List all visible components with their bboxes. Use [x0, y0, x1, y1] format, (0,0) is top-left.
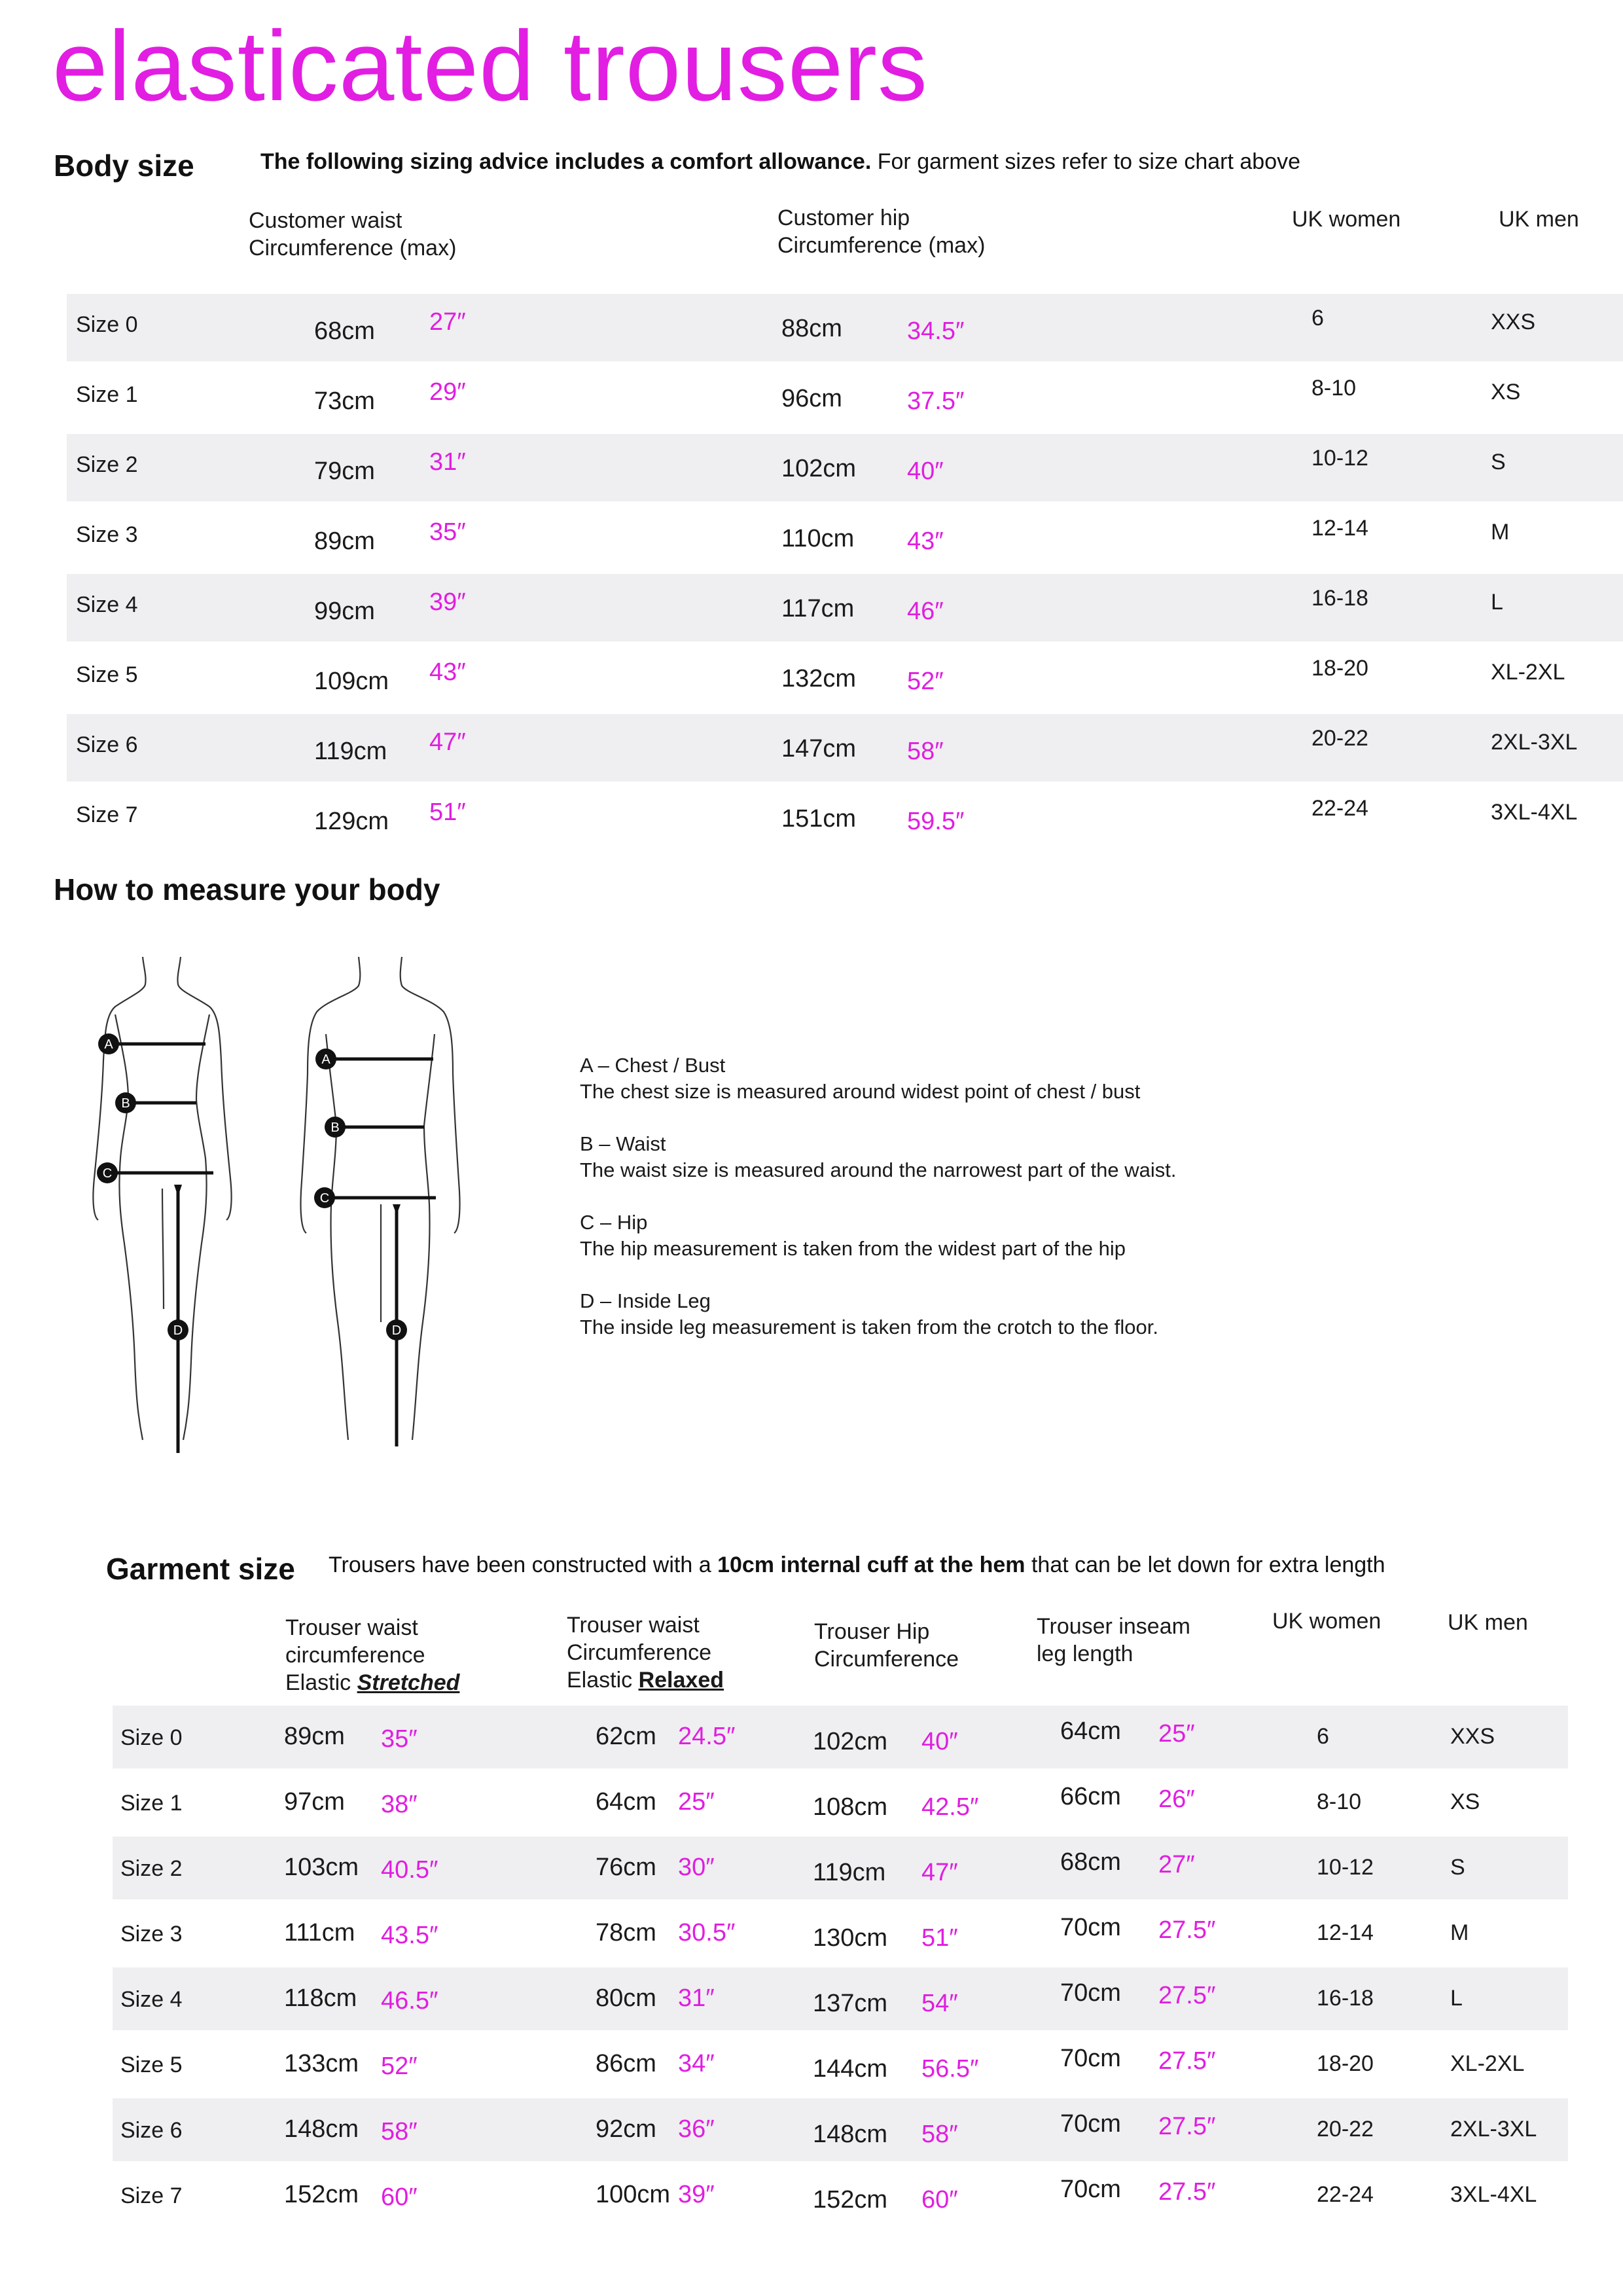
body-row-uk-men: 3XL-4XL: [1491, 800, 1578, 825]
col-waist-stretched-l2: circumference: [285, 1643, 425, 1668]
garment-row-hip-in: 40″: [921, 1728, 958, 1755]
col-waist-relaxed: [567, 1611, 724, 1694]
col-waist-relaxed-l3b: Relaxed: [638, 1668, 724, 1693]
col-waist-stretched-l1: Trouser waist: [285, 1615, 418, 1640]
body-row-size: Size 6: [76, 732, 138, 757]
legend-leg: [580, 1288, 1221, 1340]
body-size-heading: Body size: [54, 149, 194, 183]
body-row-waist-in: 43″: [429, 658, 466, 686]
body-row-hip-in: 40″: [907, 457, 944, 485]
measure-legend: [580, 1052, 1221, 1367]
garment-row-uk-men: L: [1450, 1986, 1463, 2011]
garment-row-uk-women: 16-18: [1317, 1986, 1374, 2011]
garment-row-hip-cm: 137cm: [813, 1990, 888, 2017]
body-row-hip-in: 43″: [907, 528, 944, 555]
garment-row-stretched-cm: 103cm: [284, 1854, 359, 1881]
col-customer-waist: [249, 207, 456, 262]
body-row-hip-in: 34.5″: [907, 317, 965, 345]
garment-row-leg-cm: 66cm: [1060, 1783, 1121, 1810]
garment-row-uk-women: 6: [1317, 1724, 1329, 1749]
garment-row-size: Size 0: [120, 1725, 183, 1750]
col-trouser-inseam-l2: leg length: [1037, 1641, 1133, 1666]
garment-row-stretched-cm: 97cm: [284, 1788, 345, 1816]
body-row-uk-women: 18-20: [1311, 656, 1368, 681]
garment-row-stretched-cm: 152cm: [284, 2181, 359, 2208]
body-row-size: Size 5: [76, 662, 138, 687]
body-row-uk-women: 12-14: [1311, 516, 1368, 541]
body-row-hip-in: 59.5″: [907, 808, 965, 835]
label-a-male: A: [321, 1052, 330, 1067]
col-waist-relaxed-l2: Circumference: [567, 1640, 712, 1665]
garment-row-relaxed-cm: 86cm: [596, 2050, 656, 2077]
col-uk-men: UK men: [1499, 207, 1579, 232]
label-d-female: D: [173, 1323, 183, 1338]
body-row-waist-in: 51″: [429, 798, 466, 826]
garment-row-size: Size 1: [120, 1791, 183, 1816]
body-size-intro-bold: The following sizing advice includes a comfort allowance.: [260, 149, 872, 174]
garment-row-leg-cm: 64cm: [1060, 1717, 1121, 1745]
body-row-waist-cm: 109cm: [314, 668, 389, 695]
body-row-uk-men: M: [1491, 520, 1510, 545]
garment-row-uk-men: 3XL-4XL: [1450, 2182, 1537, 2207]
legend-waist-text: The waist size is measured around the narrowest part of the waist.: [580, 1158, 1177, 1181]
garment-row-relaxed-in: 24.5″: [678, 1723, 736, 1750]
body-row-uk-men: XS: [1491, 380, 1521, 404]
label-c-female: C: [102, 1166, 113, 1181]
body-row-hip-in: 46″: [907, 598, 944, 625]
body-row-hip-cm: 147cm: [781, 735, 857, 762]
garment-row-relaxed-in: 30.5″: [678, 1919, 736, 1946]
garment-row-size: Size 6: [120, 2118, 183, 2143]
garment-row-stretched-cm: 148cm: [284, 2115, 359, 2143]
garment-row-uk-women: 20-22: [1317, 2117, 1374, 2142]
body-row-waist-in: 39″: [429, 588, 466, 616]
garment-row-stretched-in: 46.5″: [381, 1987, 438, 2015]
garment-row-hip-cm: 144cm: [813, 2055, 888, 2083]
garment-row-uk-men: XS: [1450, 1789, 1480, 1814]
garment-row-hip-in: 47″: [921, 1859, 958, 1886]
garment-row-stretched-in: 35″: [381, 1725, 418, 1753]
garment-row-size: Size 2: [120, 1856, 183, 1881]
garment-row-uk-women: 10-12: [1317, 1855, 1374, 1880]
garment-row-stretched-in: 38″: [381, 1791, 418, 1818]
garment-row-leg-cm: 70cm: [1060, 2045, 1121, 2072]
female-leg-arrow: [174, 1185, 182, 1196]
col-customer-waist-line2: Circumference (max): [249, 236, 457, 260]
body-row-waist-cm: 73cm: [314, 387, 375, 415]
garment-row-uk-men: XXS: [1450, 1724, 1495, 1749]
body-row-waist-cm: 89cm: [314, 528, 375, 555]
body-row-size: Size 1: [76, 382, 138, 407]
garment-intro-bold: 10cm internal cuff at the hem: [717, 1552, 1026, 1577]
col-garment-uk-men: UK men: [1448, 1610, 1528, 1635]
body-row-hip-cm: 132cm: [781, 665, 857, 692]
body-row-hip-cm: 96cm: [781, 385, 842, 412]
legend-hip-text: The hip measurement is taken from the widest part of the hip: [580, 1237, 1126, 1260]
body-row-size: Size 2: [76, 452, 138, 477]
legend-hip: [580, 1210, 1221, 1262]
measure-heading: How to measure your body: [54, 872, 440, 906]
garment-row-hip-cm: 152cm: [813, 2186, 888, 2214]
garment-row-hip-cm: 102cm: [813, 1728, 888, 1755]
garment-row-stretched-in: 60″: [381, 2183, 418, 2211]
garment-row-relaxed-in: 25″: [678, 1788, 715, 1816]
body-row-hip-in: 37.5″: [907, 387, 965, 415]
body-row-uk-women: 22-24: [1311, 796, 1368, 821]
garment-row-leg-cm: 70cm: [1060, 1979, 1121, 2007]
body-row-size: Size 7: [76, 802, 138, 827]
garment-row-leg-in: 27.5″: [1158, 2113, 1216, 2140]
legend-chest-text: The chest size is measured around widest point of chest / bust: [580, 1080, 1141, 1103]
garment-row-hip-in: 56.5″: [921, 2055, 979, 2083]
body-row-hip-cm: 88cm: [781, 315, 842, 342]
page-title: elasticated trousers: [52, 10, 928, 122]
body-row-waist-cm: 79cm: [314, 457, 375, 485]
garment-row-size: Size 4: [120, 1987, 183, 2012]
col-uk-women: UK women: [1292, 207, 1401, 232]
col-customer-waist-line1: Customer waist: [249, 208, 402, 233]
garment-row-relaxed-in: 34″: [678, 2050, 715, 2077]
garment-row-uk-women: 12-14: [1317, 1920, 1374, 1945]
garment-intro-a: Trousers have been constructed with a: [329, 1552, 718, 1577]
body-row-size: Size 4: [76, 592, 138, 617]
legend-waist: [580, 1131, 1221, 1183]
garment-row-hip-cm: 108cm: [813, 1793, 888, 1821]
body-row-uk-men: 2XL-3XL: [1491, 730, 1578, 755]
body-row-waist-cm: 119cm: [314, 738, 387, 765]
body-row-hip-in: 52″: [907, 668, 944, 695]
garment-row-stretched-cm: 133cm: [284, 2050, 359, 2077]
garment-intro-b: that can be let down for extra length: [1025, 1552, 1385, 1577]
col-waist-relaxed-l3a: Elastic: [567, 1668, 639, 1693]
garment-row-leg-cm: 70cm: [1060, 2110, 1121, 2138]
body-row-waist-in: 47″: [429, 728, 466, 756]
garment-row-hip-cm: 148cm: [813, 2121, 888, 2148]
body-row-hip-cm: 102cm: [781, 455, 857, 482]
garment-row-stretched-in: 58″: [381, 2118, 418, 2145]
garment-row-stretched-cm: 89cm: [284, 1723, 345, 1750]
garment-row-relaxed-cm: 64cm: [596, 1788, 656, 1816]
label-d-male: D: [391, 1323, 402, 1338]
garment-row-stretched-cm: 118cm: [284, 1984, 357, 2012]
garment-row-leg-in: 27.5″: [1158, 2178, 1216, 2206]
garment-row-hip-in: 58″: [921, 2121, 958, 2148]
garment-row-leg-in: 27.5″: [1158, 2047, 1216, 2075]
garment-row-hip-in: 60″: [921, 2186, 958, 2214]
col-customer-hip: [777, 204, 985, 259]
garment-row-relaxed-cm: 100cm: [596, 2181, 671, 2208]
col-waist-stretched-l3: [285, 1669, 459, 1696]
garment-row-stretched-cm: 111cm: [284, 1919, 355, 1946]
garment-row-hip-in: 54″: [921, 1990, 958, 2017]
male-markers: [314, 1049, 407, 1340]
garment-intro: [329, 1552, 1385, 1578]
col-customer-hip-line1: Customer hip: [777, 206, 910, 230]
body-measure-figure: [65, 942, 537, 1479]
garment-row-uk-men: 2XL-3XL: [1450, 2117, 1537, 2142]
label-b-male: B: [330, 1121, 340, 1135]
legend-chest: [580, 1052, 1221, 1105]
body-row-waist-in: 35″: [429, 518, 466, 546]
garment-row-hip-cm: 130cm: [813, 1924, 888, 1952]
garment-row-leg-cm: 70cm: [1060, 2176, 1121, 2203]
garment-row-leg-in: 27″: [1158, 1851, 1195, 1878]
garment-row-leg-cm: 70cm: [1060, 1914, 1121, 1941]
col-waist-stretched-l3a: Elastic: [285, 1670, 357, 1695]
garment-row-relaxed-cm: 62cm: [596, 1723, 656, 1750]
garment-row-relaxed-in: 31″: [678, 1984, 715, 2012]
body-row-uk-women: 20-22: [1311, 726, 1368, 751]
col-waist-relaxed-l1: Trouser waist: [567, 1613, 700, 1638]
body-row-waist-cm: 68cm: [314, 317, 375, 345]
body-row-waist-in: 29″: [429, 378, 466, 406]
body-row-uk-men: XXS: [1491, 310, 1536, 334]
garment-row-hip-in: 51″: [921, 1924, 958, 1952]
garment-row-relaxed-in: 30″: [678, 1854, 715, 1881]
body-row-size: Size 0: [76, 312, 138, 337]
body-row-waist-in: 27″: [429, 308, 466, 336]
body-row-uk-men: S: [1491, 450, 1506, 475]
garment-size-heading: Garment size: [106, 1552, 295, 1586]
body-row-hip-cm: 151cm: [781, 805, 857, 833]
garment-row-leg-in: 26″: [1158, 1785, 1195, 1813]
col-waist-relaxed-l3: [567, 1666, 724, 1694]
label-a-female: A: [104, 1037, 113, 1052]
col-customer-hip-line2: Circumference (max): [777, 233, 986, 258]
legend-hip-title: C – Hip: [580, 1211, 648, 1234]
body-row-hip-cm: 110cm: [781, 525, 855, 552]
body-size-intro-rest: For garment sizes refer to size chart above: [871, 149, 1301, 174]
body-row-size: Size 3: [76, 522, 138, 547]
garment-row-relaxed-cm: 80cm: [596, 1984, 656, 2012]
garment-row-uk-men: S: [1450, 1855, 1465, 1880]
col-trouser-hip: [814, 1618, 959, 1673]
body-row-uk-women: 6: [1311, 306, 1324, 331]
garment-row-stretched-in: 52″: [381, 2053, 418, 2080]
garment-row-leg-cm: 68cm: [1060, 1848, 1121, 1876]
garment-row-uk-men: XL-2XL: [1450, 2051, 1525, 2076]
garment-row-leg-in: 27.5″: [1158, 1916, 1216, 1944]
body-row-uk-men: XL-2XL: [1491, 660, 1565, 685]
col-waist-stretched: [285, 1614, 459, 1696]
col-trouser-inseam: [1037, 1613, 1190, 1668]
col-trouser-inseam-l1: Trouser inseam: [1037, 1614, 1190, 1639]
legend-leg-text: The inside leg measurement is taken from the crotch to the floor.: [580, 1316, 1158, 1338]
female-markers: [97, 1033, 188, 1340]
garment-row-relaxed-in: 39″: [678, 2181, 715, 2208]
label-b-female: B: [121, 1096, 130, 1111]
body-row-uk-women: 16-18: [1311, 586, 1368, 611]
garment-row-uk-women: 18-20: [1317, 2051, 1374, 2076]
label-c-male: C: [319, 1191, 330, 1206]
body-row-uk-men: L: [1491, 590, 1503, 615]
garment-row-hip-cm: 119cm: [813, 1859, 886, 1886]
garment-row-stretched-in: 40.5″: [381, 1856, 438, 1884]
garment-row-relaxed-in: 36″: [678, 2115, 715, 2143]
body-row-uk-women: 10-12: [1311, 446, 1368, 471]
body-size-intro: [260, 149, 1300, 175]
legend-waist-title: B – Waist: [580, 1132, 666, 1155]
female-figure: [93, 957, 231, 1440]
body-row-stripe: [67, 294, 1623, 361]
body-row-waist-cm: 99cm: [314, 598, 375, 625]
col-waist-stretched-l3b: Stretched: [357, 1670, 460, 1695]
garment-row-leg-in: 25″: [1158, 1720, 1195, 1748]
body-row-hip-cm: 117cm: [781, 595, 855, 622]
garment-row-size: Size 7: [120, 2183, 183, 2208]
col-trouser-hip-l1: Trouser Hip: [814, 1619, 930, 1644]
male-leg-arrow: [393, 1204, 401, 1215]
garment-row-relaxed-cm: 92cm: [596, 2115, 656, 2143]
body-row-uk-women: 8-10: [1311, 376, 1357, 401]
garment-row-relaxed-cm: 76cm: [596, 1854, 656, 1881]
body-row-waist-cm: 129cm: [314, 808, 389, 835]
col-trouser-hip-l2: Circumference: [814, 1647, 959, 1672]
garment-row-uk-women: 22-24: [1317, 2182, 1374, 2207]
garment-row-relaxed-cm: 78cm: [596, 1919, 656, 1946]
garment-row-uk-women: 8-10: [1317, 1789, 1362, 1814]
garment-row-stretched-in: 43.5″: [381, 1922, 438, 1949]
legend-leg-title: D – Inside Leg: [580, 1289, 711, 1312]
body-row-waist-in: 31″: [429, 448, 466, 476]
garment-row-size: Size 3: [120, 1922, 183, 1946]
body-row-hip-in: 58″: [907, 738, 944, 765]
col-garment-uk-women: UK women: [1272, 1609, 1382, 1634]
legend-chest-title: A – Chest / Bust: [580, 1054, 726, 1077]
garment-row-leg-in: 27.5″: [1158, 1982, 1216, 2009]
garment-row-hip-in: 42.5″: [921, 1793, 979, 1821]
garment-row-size: Size 5: [120, 2053, 183, 2077]
garment-row-uk-men: M: [1450, 1920, 1469, 1945]
